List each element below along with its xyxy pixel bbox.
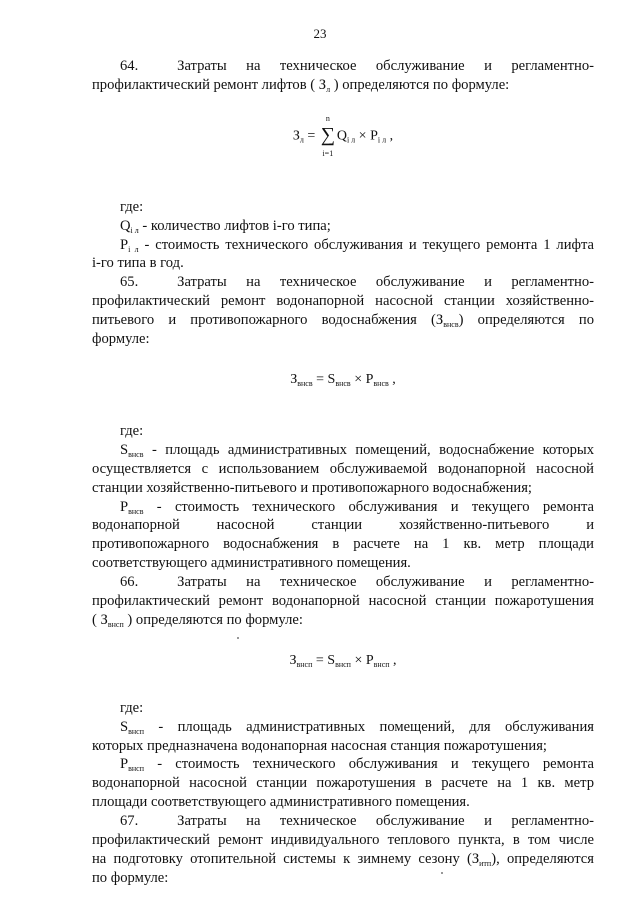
sum-upper-limit: n xyxy=(325,113,330,123)
f64-q-sub: i л xyxy=(346,135,356,145)
where64-d2-sub: i л xyxy=(128,244,139,254)
where64-d1-text: - количество лифтов i-го типа; xyxy=(138,217,331,234)
where64-def-2-line-1 xyxy=(92,236,594,255)
f65-p-sub: внсв xyxy=(373,378,389,388)
where65-def-1-line-1 xyxy=(92,441,594,460)
p67-text-a: на подготовку отопительной системы к зимнему сезону ( xyxy=(92,851,472,867)
where66-d1-sym: S xyxy=(120,718,129,735)
p67-line-4: по формуле: xyxy=(92,869,169,886)
where64-d2-sym: P xyxy=(120,236,129,253)
where65-def-1-line-3: станции хозяйственно-питьевого и противопожарного водоснабжения; xyxy=(92,479,532,496)
p64-text-a: профилактический ремонт лифтов ( xyxy=(92,76,316,93)
f66-eq: = xyxy=(312,652,328,668)
where65-def-1-line-2: осуществляется с использованием обслуживаемой водонапорной насосной xyxy=(92,460,594,477)
paragraph-67 xyxy=(92,812,594,888)
document-body xyxy=(92,57,594,888)
p67-text-b: ), определяются xyxy=(491,851,594,867)
f65-lhs: З xyxy=(290,371,298,387)
p64-line-2 xyxy=(92,76,594,95)
p66-text-b: ) определяются по формуле: xyxy=(127,611,303,628)
where64-d1-sub: i л xyxy=(130,225,139,235)
f66-p: P xyxy=(365,652,374,668)
f65-p: P xyxy=(365,371,374,387)
p64-text-b: ) определяются по формуле: xyxy=(333,76,510,93)
p66-line-2: профилактический ремонт водонапорной насосной станции пожаротушения xyxy=(92,593,594,610)
f66-lhs-sub: внсп xyxy=(296,659,313,669)
where65-d2-text: - стоимость технического обслуживания и текущего ремонта xyxy=(143,498,594,515)
where66-d2-sub: внсп xyxy=(128,764,145,774)
where-65 xyxy=(92,422,594,573)
where65-def-2-line-4: соответствующего административного помещения. xyxy=(92,555,411,572)
f66-s: S xyxy=(327,652,336,668)
f64-end: , xyxy=(386,128,394,144)
paragraph-66 xyxy=(92,573,594,630)
where66-d2-text: - стоимость технического обслуживания и текущего ремонта xyxy=(144,756,594,773)
f64-times: × xyxy=(355,128,371,144)
where65-d1-text: - площадь административных помещений, водоснабжение которых xyxy=(143,441,594,458)
f66-times: × xyxy=(350,652,366,668)
f64-p: P xyxy=(370,128,378,144)
p66-line-1: 66. Затраты на техническое обслуживание и регламентно- xyxy=(120,574,594,591)
f64-q: Q xyxy=(336,128,347,144)
p66-symbol: З xyxy=(100,611,108,628)
p65-line-4: формуле: xyxy=(92,331,150,348)
where65-d1-sub: внсв xyxy=(128,449,144,459)
scan-speck xyxy=(237,637,239,639)
p65-line-1: 65. Затраты на техническое обслуживание и регламентно- xyxy=(120,274,594,291)
f66-end: , xyxy=(389,652,397,668)
where65-d1-sym: S xyxy=(120,441,129,458)
where66-label: где: xyxy=(120,699,144,716)
p65-symbol: З xyxy=(435,312,444,329)
where65-d2-sym: P xyxy=(120,498,129,515)
p65-symbol-sub: внсв xyxy=(443,320,459,330)
paragraph-64 xyxy=(92,57,594,95)
where65-def-2-line-3: противопожарного водоснабжения в расчете на 1 кв. метр площади xyxy=(92,536,594,553)
where66-def-2-line-1 xyxy=(92,755,594,774)
f65-s-sub: внсв xyxy=(335,378,351,388)
p65-line-3 xyxy=(92,311,594,330)
p67-symbol-sub: итп xyxy=(479,859,492,868)
f64-eq: = xyxy=(303,128,319,144)
formula-66 xyxy=(92,652,594,671)
where66-d1-text: - площадь административных помещений, для обслуживания xyxy=(144,718,594,735)
formula-64 xyxy=(92,113,594,158)
where65-label: где: xyxy=(120,422,144,439)
formula-65 xyxy=(92,371,594,390)
p65-line-2: профилактический ремонт водонапорной насосной станции хозяйственно- xyxy=(92,293,594,310)
where66-d2-sym: P xyxy=(120,756,129,773)
where64-label: где: xyxy=(120,198,144,215)
p66-line-3 xyxy=(92,611,594,630)
sum-sign: ∑ xyxy=(320,123,335,146)
where66-d1-sub: внсп xyxy=(128,726,145,736)
p64-symbol: З xyxy=(318,76,327,93)
f65-eq: = xyxy=(312,371,328,387)
sum-lower-limit: i=1 xyxy=(322,148,334,158)
p64-symbol-sub: л xyxy=(326,84,331,94)
paragraph-65 xyxy=(92,273,594,349)
where-66 xyxy=(92,699,594,812)
f65-lhs-sub: внсв xyxy=(297,378,313,388)
p67-line-3 xyxy=(92,850,594,869)
p67-line-1: 67. Затраты на техническое обслуживание и регламентно- xyxy=(120,813,594,830)
where64-d2-text: - стоимость технического обслуживания и текущего ремонта 1 лифта xyxy=(138,236,594,253)
f65-s: S xyxy=(327,371,336,387)
f66-lhs: З xyxy=(289,652,297,668)
p65-text-b: ) определяются по xyxy=(458,312,594,329)
p65-text-a: питьевого и противопожарного водоснабжения ( xyxy=(92,312,436,329)
f66-s-sub: внсп xyxy=(335,659,351,669)
f66-p-sub: внсп xyxy=(373,659,390,669)
p67-symbol: З xyxy=(471,851,480,867)
where64-d1-sym: Q xyxy=(120,217,131,234)
where64-def-1 xyxy=(92,217,594,236)
f65-end: , xyxy=(388,371,396,387)
where66-def-2-line-2: водонапорной насосной станции пожаротушения в расчете на 1 кв. метр xyxy=(92,775,594,792)
where-64 xyxy=(92,198,594,274)
p67-line-2: профилактический ремонт индивидуального теплового пункта, в том числе xyxy=(92,832,594,849)
f64-p-sub: i л xyxy=(377,135,387,145)
p64-line-1: 64. Затраты на техническое обслуживание и регламентно- xyxy=(120,58,594,74)
where64-def-2-line-2: i-го типа в год. xyxy=(92,255,184,272)
f64-lhs: З xyxy=(292,128,300,144)
sum-operator xyxy=(319,113,337,158)
where65-d2-sub: внсв xyxy=(128,506,144,516)
f65-times: × xyxy=(350,371,366,387)
p66-text-a: ( xyxy=(92,611,97,628)
where66-def-1-line-2: которых предназначена водонапорная насосная станция пожаротушения; xyxy=(92,737,547,754)
page-number: 23 xyxy=(313,26,327,41)
where65-def-2-line-2: водонапорной насосной станции хозяйственно-питьевого и xyxy=(92,517,594,534)
where66-def-2-line-3: площади соответствующего административного помещения. xyxy=(92,794,470,811)
p66-symbol-sub: внсп xyxy=(107,619,124,629)
scan-speck xyxy=(441,872,443,874)
where66-def-1-line-1 xyxy=(92,718,594,737)
f64-lhs-sub: л xyxy=(299,135,304,145)
where65-def-2-line-1 xyxy=(92,498,594,517)
